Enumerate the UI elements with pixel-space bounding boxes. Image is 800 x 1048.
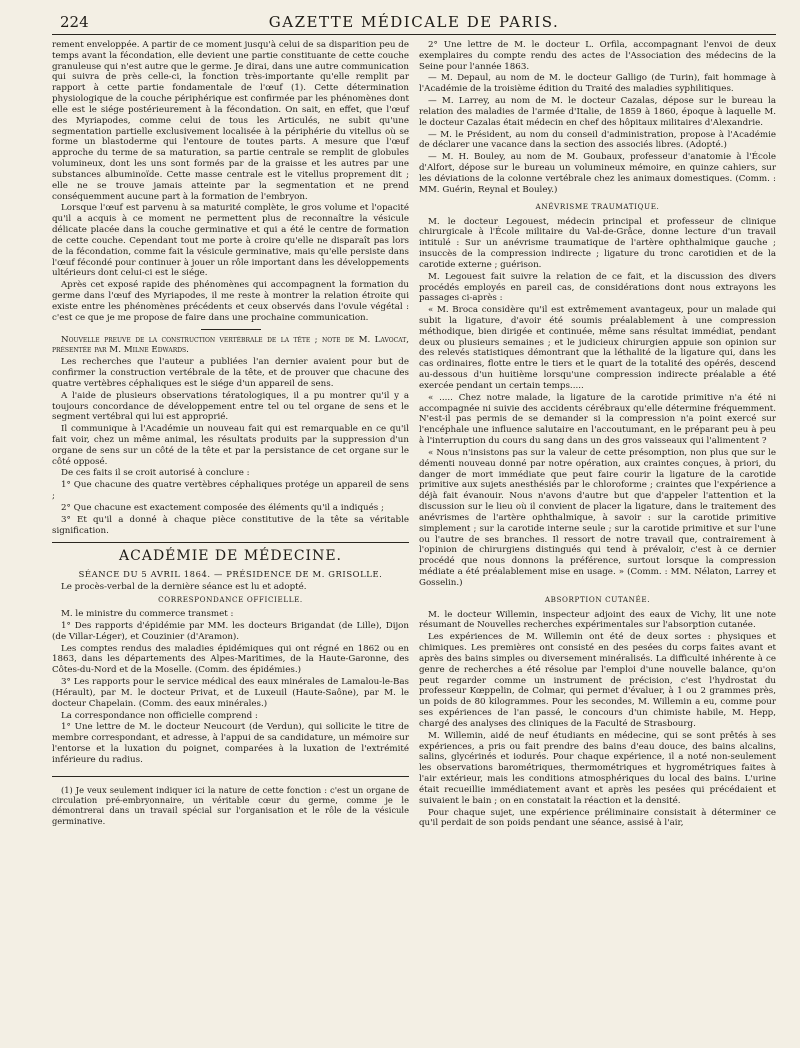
page-number: 224 xyxy=(60,13,89,31)
paragraph: M. Legouest fait suivre la relation de ce fait, et la discussion des divers procédés employés en pareil cas, de considérations dont nous extrayons les passages ci-après : xyxy=(419,271,776,304)
paragraph: A l'aide de plusieurs observations tératologiques, il a pu montrer qu'il y a toujours concordance de développement entre tel ou tel organe de sens et le segment vertébral qui lui est approprié. xyxy=(52,390,409,423)
paragraph: Après cet exposé rapide des phénomènes qui accompagnent la formation du germe dans l'œuf des Myriapodes, il me reste à montrer la relation étroite qui existe entre les phénomènes précédents et ceux observés dans l'ovule végétal : c'est ce que je me propose de faire dans une prochaine communication. xyxy=(52,280,409,323)
paragraph: « ..... Chez notre malade, la ligature de la carotide primitive n'a été ni accompagnée ni suivie des accidents cérébraux qu'elle détermine fréquemment. N'est-il pas permis de se demander si la compression n'a point exercé sur l'encéphale une influence salutaire en l'accoutumant, en le préparant peu à peu à l'interruption du cours du sang dans un des gros vaisseaux qui l'alimentent ? xyxy=(419,392,776,447)
divider xyxy=(201,329,261,330)
paragraph: « M. Broca considère qu'il est extrêmement avantageux, pour un malade qui subit la ligature, d'avoir été soumis préalablement à une compression méthodique, bien dirigée et continuée, même sans résultat immédiat, pendant deux ou plusieurs semaines ; et le judicieux chirurgien appuie son opinion sur des relevés statistiques démontrant que la léthalité de la ligature qui, dans les cas ordinaires, flotte entre le tiers et le quart de la totalité des opérés, descend au-dessous d'un huitième lorsqu'une compression indirecte préalable a été exercée pendant un certain temps..... xyxy=(419,305,776,391)
paragraph: Pour chaque sujet, une expérience préliminaire consistait à déterminer ce qu'il perdait de son poids pendant une séance, assisé à l'air, xyxy=(419,807,776,829)
subsection-heading: CORRESPONDANCE OFFICIELLE. xyxy=(158,595,303,605)
divider xyxy=(52,542,409,543)
paragraph: — M. H. Bouley, au nom de M. Goubaux, professeur d'anatomie à l'École d'Alfort, dépose sur le bureau un volumineux mémoire, en quinze cahiers, sur les déviations de la colonne vertébrale chez les animaux domestiques. (Comm. : MM. Guérin, Reynal et Bouley.) xyxy=(419,152,776,195)
paragraph: — M. Larrey, au nom de M. le docteur Cazalas, dépose sur le bureau la relation des maladies de l'armée d'Italie, de 1859 à 1860, époque à laquelle M. le docteur Cazalas était médecin en chef des hôpitaux militaires d'Alexandrie. xyxy=(419,96,776,128)
paragraph: Les comptes rendus des maladies épidémiques qui ont régné en 1862 ou en 1863, dans les départements des Alpes-Maritimes, de la Haute-Garonne, des Côtes-du-Nord et de la Moselle. (Comm. des épidémies.) xyxy=(52,643,409,676)
footnote-divider xyxy=(52,776,409,777)
footnote: (1) Je veux seulement indiquer ici la nature de cette fonction : c'est un organe de circulation pré-embryonnaire, un véritable cœur du germe, comme je le démontrerai dans un travail spécial sur l'organisation et le rôle de la vésicule germinative. xyxy=(52,784,409,826)
paragraph: 1° Que chacune des quatre vertèbres céphaliques protége un appareil de sens ; xyxy=(52,480,409,502)
paragraph: M. le ministre du commerce transmet : xyxy=(61,609,234,620)
paragraph: M. Willemin, aidé de neuf étudiants en médecine, qui se sont prêtés à ses expériences, a pris ou fait prendre des bains d'eau douce, des bains alcalins, salins, glycérinés et iodurés. Pour chaque expérience, il a noté non-seulement les observations barométriques, thermométriques et hygrométriques faites à l'air extérieur, mais les conditions atmosphériques du local des bains. L'urine était recueillie immédiatement avant et après les pesées qui précédaient et suivaient le bain ; on en constatait la réaction et la densité. xyxy=(419,730,776,806)
paragraph: M. le docteur Willemin, inspecteur adjoint des eaux de Vichy, lit une note résumant de Nouvelles recherches expérimentales sur l'absorption cutanée. xyxy=(419,609,776,631)
paragraph: Le procès-verbal de la dernière séance est lu et adopté. xyxy=(61,582,307,593)
paragraph: rement enveloppée. A partir de ce moment jusqu'à celui de sa disparition peu de temps avant la fécondation, elle devient une partie constituante de cette couche granuleuse qui n'est autre que le germe. Je dirai, dans une autre communication qui suivra de près celle-ci, la fonction très-importante qu'elle remplit par rapport à cette partie fondamentale de l'œuf (1). Cette détermination physiologique de la couche périphérique est confirmée par les phénomènes dont elle est le siége postérieurement à la fécondation. On sait, en effet, que l'œuf des Myriapodes, comme celui de tous les Articulés, ne subit qu'une segmentation partielle exclusivement localisée à la périphérie du vitellus où se forme un blastoderme qui l'entoure de toutes parts. A mesure que l'œuf approche du terme de sa maturation, sa partie centrale se remplit de globules volumineux, dont les uns sont formés par de la graisse et les autres par une substances albuminoïde. Cette masse centrale est le vitellus proprement dit ; elle ne se trouve jamais atteinte par la segmentation et ne prend conséquemment aucune part à la formation de l'embryon. xyxy=(52,40,409,202)
paragraph: Il communique à l'Académie un nouveau fait qui est remarquable en ce qu'il fait voir, chez un même animal, les résultats produits par la suppression d'un organe de sens sur un côté de la tête et par la persistance de cet organe sur le côté opposé. xyxy=(52,424,409,467)
paragraph: 3° Et qu'il a donné à chaque pièce constitutive de la tête sa véritable signification. xyxy=(52,514,409,536)
section-heading-academie: ACADÉMIE DE MÉDECINE. xyxy=(119,548,342,565)
paragraph: La correspondance non officielle comprend : xyxy=(61,710,258,721)
session-heading: SÉANCE DU 5 AVRIL 1864. — PRÉSIDENCE DE M. GRISOLLE. xyxy=(78,568,383,579)
paragraph: Les expériences de M. Willemin ont été de deux sortes : physiques et chimiques. Les premières ont consisté en des pesées du corps faites avant et après des bains simples ou diversement minéralisés. La difficulté inhérente à ce genre de recherches a été résolue par l'emploi d'une nouvelle balance, qu'on peut regarder comme un instrument de précision, c'est l'hydrostat du professeur Kœppelin, de Colmar, qui permet d'évaluer, à 1 ou 2 grammes près, un poids de 80 kilogrammes. Pour les secondes, M. Willemin a eu, comme pour ses expériences de l'an passé, le concours d'un chimiste habile, M. Hepp, chargé des analyses des cliniques de la Faculté de Strasbourg. xyxy=(419,632,776,729)
paragraph: 2° Que chacune est exactement composée des éléments qu'il a indiqués ; xyxy=(61,502,384,513)
paragraph: 3° Les rapports pour le service médical des eaux minérales de Lamalou-le-Bas (Hérault), par M. le docteur Privat, et de Luxeuil (Haute-Saône), par M. le docteur Chapelain. (Comm. des eaux minérales.) xyxy=(52,677,409,709)
left-column xyxy=(52,40,409,830)
paragraph: 1° Des rapports d'épidémie par MM. les docteurs Brigandat (de Lille), Dijon (de Villar-Léger), et Couzinier (d'Aramon). xyxy=(52,620,409,642)
paragraph: Lorsque l'œuf est parvenu à sa maturité complète, le gros volume et l'opacité qu'il a acquis à ce moment ne permettent plus de reconnaître la vésicule délicate placée dans la couche germinative et qui a été le centre de formation de cette couche. Cependant tout me porte à croire qu'elle ne disparaît pas lors de la fécondation, comme fait la vésicule germinative, mais qu'elle persiste dans l'œuf fécondé pour continuer à jouer un rôle important dans les développements ultérieurs dont celui-ci est le siége. xyxy=(52,203,409,279)
paragraph: Les recherches que l'auteur a publiées l'an dernier avaient pour but de confirmer la construction vertébrale de la tête, et de prouver que chacune des quatre vertèbres céphaliques est le siége d'un appareil de sens. xyxy=(52,357,409,389)
paragraph: — M. le Président, au nom du conseil d'administration, propose à l'Académie de déclarer une vacance dans la section des associés libres. (Adopté.) xyxy=(419,129,776,151)
right-column xyxy=(419,40,776,830)
paragraph: 2° Une lettre de M. le docteur L. Orfila, accompagnant l'envoi de deux exemplaires du compte rendu des actes de l'Association des médecins de la Seine pour l'année 1863. xyxy=(419,40,776,72)
running-head xyxy=(52,12,776,35)
subsection-heading: ANÉVRISME TRAUMATIQUE. xyxy=(535,201,660,211)
paragraph: « Nous n'insistons pas sur la valeur de cette présomption, non plus que sur le démenti nouveau donné par notre opération, aux craintes conçues, à priori, du danger de mort immédiate que peut faire courir la ligature de la carotide primitive aux sujets anesthésiés par le chloroforme ; craintes que l'expérience a déjà fait évanouir. Nous n'avons d'autre but que d'appeler l'attention et la discussion sur le lieu où il convient de placer la ligature, dans le traitement des anévrismes de l'artère ophthalmique, à savoir : sur la carotide primitive simplement ; sur la carotide interne seule ; sur la carotide primitive et sur l'une ou l'autre de ses branches. Il ressort de notre travail que, contrairement à l'opinion de chirurgiens distingués qui tend à prévaloir, c'est à ce dernier procédé que nous donnons la préférence, surtout lorsque la compression médiate a été préalablement mise en usage. » (Comm. : MM. Nélaton, Larrey et Gosselin.) xyxy=(419,447,776,588)
subsection-heading: ABSORPTION CUTANÉE. xyxy=(544,594,651,604)
paragraph: 1° Une lettre de M. le docteur Neucourt (de Verdun), qui sollicite le titre de membre correspondant, et adresse, à l'appui de sa candidature, un mémoire sur l'entorse et la luxation du poignet, comparées à la luxation de l'extrémité inférieure du radius. xyxy=(52,722,409,765)
paragraph: — M. Depaul, au nom de M. le docteur Galligo (de Turin), fait hommage à l'Académie de la troisième édition du Traité des maladies syphilitiques. xyxy=(419,73,776,95)
paragraph: De ces faits il se croit autorisé à conclure : xyxy=(61,468,250,479)
journal-title: GAZETTE MÉDICALE DE PARIS. xyxy=(268,13,560,31)
text-columns xyxy=(52,40,776,830)
note-title: Nouvelle preuve de la construction vertébrale de la tête ; note de M. Lavocat, présentée par M. Milne Edwards. xyxy=(52,334,409,356)
paragraph: M. le docteur Legouest, médecin principal et professeur de clinique chirurgicale à l'École militaire du Val-de-Grâce, donne lecture d'un travail intitulé : Sur un anévrisme traumatique de l'artère ophthalmique gauche ; insuccès de la compression indirecte ; ligature du tronc carotidien et de la carotide externe ; guérison. xyxy=(419,216,776,270)
